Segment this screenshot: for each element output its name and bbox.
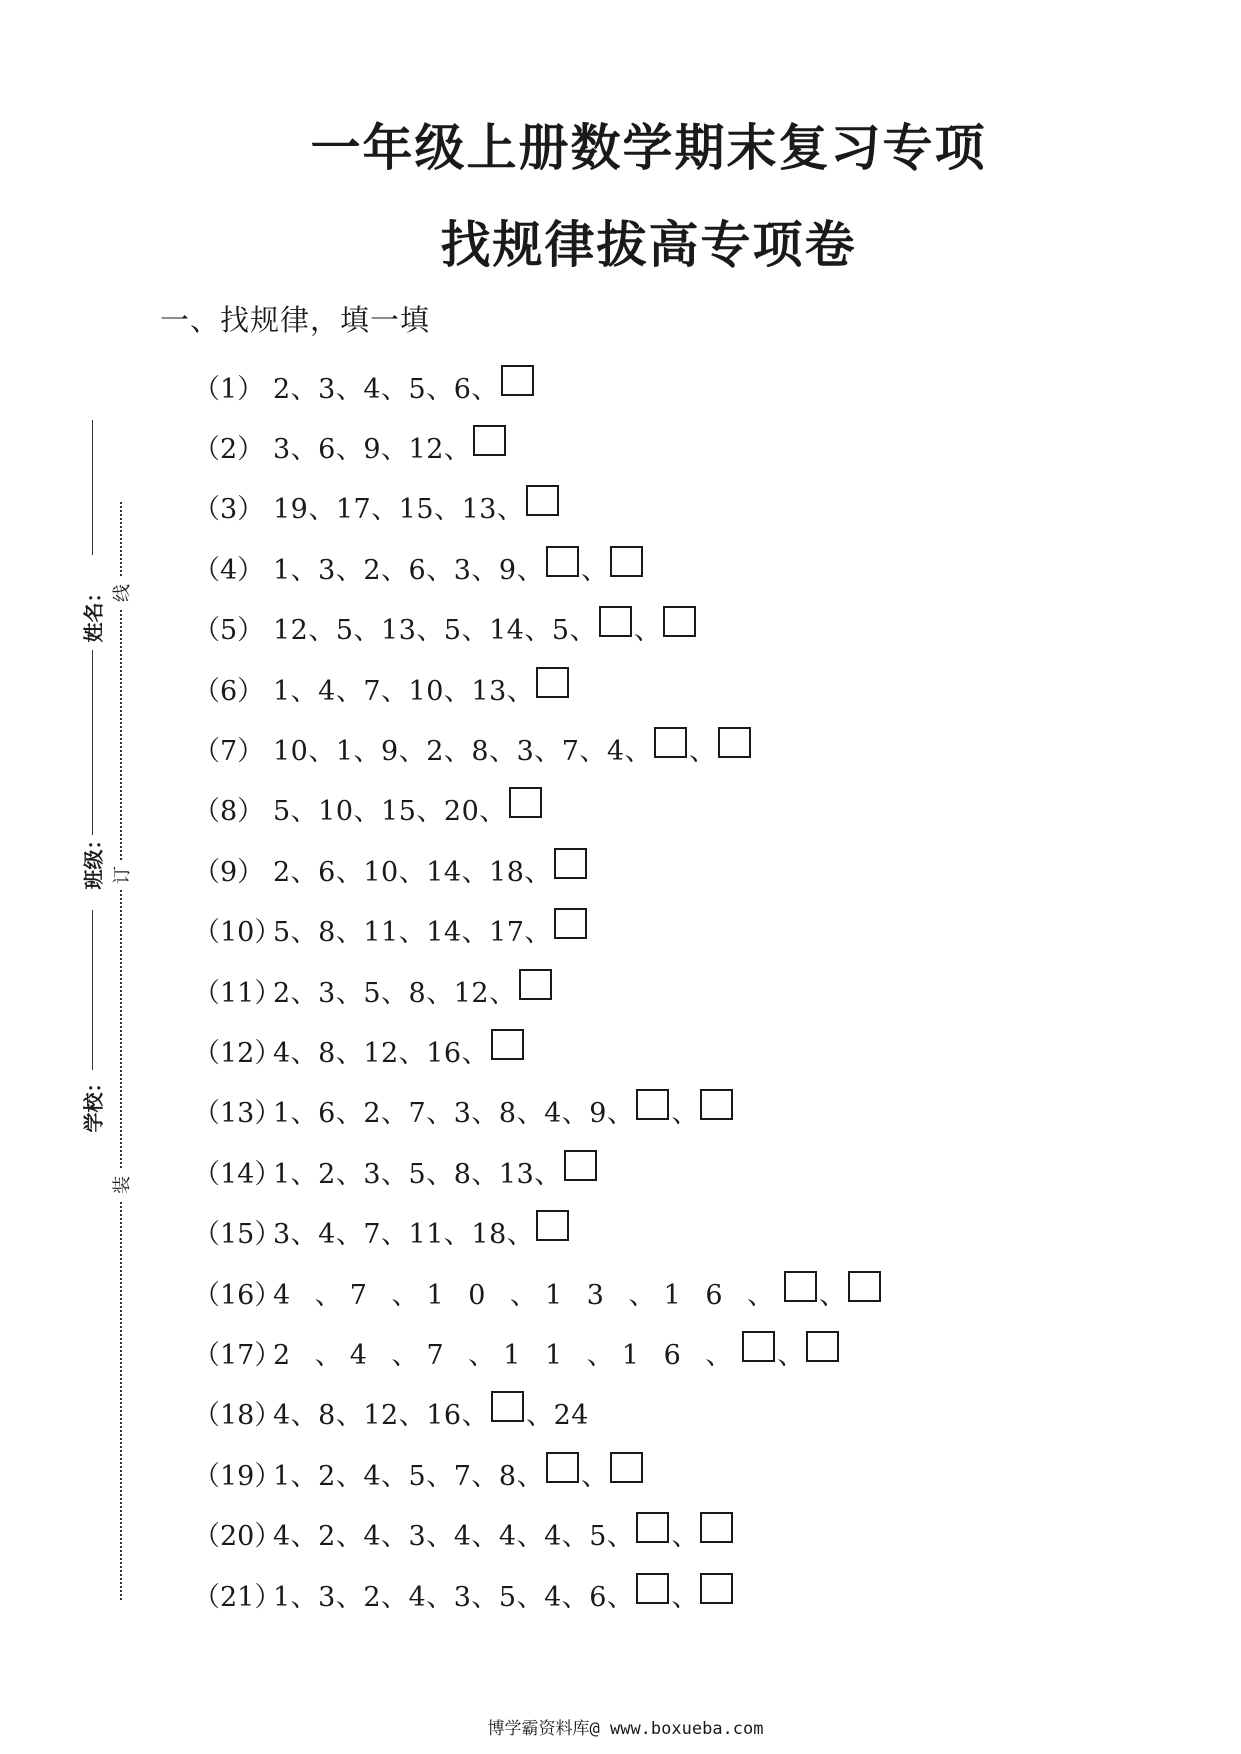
problem-sequence: 2、3、4、5、6、 bbox=[273, 373, 499, 405]
problem-number: （4） bbox=[193, 554, 265, 586]
problem-item bbox=[193, 1081, 883, 1141]
cut-line bbox=[120, 502, 122, 1600]
problem-sequence: 1、2、3、5、8、13、 bbox=[273, 1158, 562, 1190]
answer-blank-box[interactable] bbox=[784, 1271, 817, 1302]
problem-item bbox=[193, 356, 883, 416]
problem-number: （12） bbox=[193, 1037, 282, 1069]
problem-number: （17） bbox=[193, 1339, 282, 1371]
problem-item bbox=[193, 960, 883, 1020]
answer-blank-box[interactable] bbox=[536, 1210, 569, 1241]
answer-blank-box[interactable] bbox=[546, 546, 579, 577]
blank-separator: 、 bbox=[819, 1279, 847, 1311]
problem-item bbox=[193, 839, 883, 899]
problem-number: （10） bbox=[193, 917, 282, 949]
blank-separator: 、 bbox=[581, 554, 609, 586]
problem-item bbox=[193, 1322, 883, 1382]
blank-separator: 、 bbox=[671, 1581, 699, 1613]
problem-number: （1） bbox=[193, 373, 265, 405]
problem-sequence: 1、6、2、7、3、8、4、9、 bbox=[273, 1098, 635, 1130]
problem-item bbox=[193, 1262, 883, 1322]
answer-blank-box[interactable] bbox=[700, 1089, 733, 1120]
problem-number: （8） bbox=[193, 796, 265, 828]
problem-sequence: 19、17、15、13、 bbox=[273, 494, 525, 526]
name-underline bbox=[92, 420, 93, 555]
answer-blank-box[interactable] bbox=[599, 606, 632, 637]
mark-ding: 订 bbox=[108, 860, 134, 890]
answer-blank-box[interactable] bbox=[663, 606, 696, 637]
answer-blank-box[interactable] bbox=[636, 1089, 669, 1120]
answer-blank-box[interactable] bbox=[610, 1452, 643, 1483]
footer-watermark: 博学霸资料库@ www.boxueba.com bbox=[487, 1719, 764, 1739]
problem-number: （7） bbox=[193, 736, 265, 768]
problem-item bbox=[193, 1020, 883, 1080]
problem-sequence: 5、8、11、14、17、 bbox=[273, 917, 552, 949]
problem-sequence: 2 、4 、7 、1 1 、1 6 、 bbox=[273, 1339, 741, 1371]
problem-number: （15） bbox=[193, 1219, 282, 1251]
class-label: 班级： bbox=[81, 829, 106, 890]
problem-sequence: 4 、7 、1 0 、1 3 、1 6 、 bbox=[273, 1279, 783, 1311]
problem-number: （18） bbox=[193, 1400, 282, 1432]
answer-blank-box[interactable] bbox=[610, 546, 643, 577]
answer-blank-box[interactable] bbox=[526, 485, 559, 516]
problem-item bbox=[193, 1141, 883, 1201]
problem-item bbox=[193, 477, 883, 537]
problem-number: （13） bbox=[193, 1098, 282, 1130]
problem-item bbox=[193, 900, 883, 960]
problem-sequence: 10、1、9、2、8、3、7、4、 bbox=[273, 736, 653, 768]
binding-margin bbox=[60, 420, 133, 1600]
page-subtitle: 找规律拔高专项卷 bbox=[440, 215, 857, 274]
problem-number: （5） bbox=[193, 615, 265, 647]
answer-blank-box[interactable] bbox=[806, 1331, 839, 1362]
problem-number: （19） bbox=[193, 1460, 282, 1492]
answer-blank-box[interactable] bbox=[700, 1512, 733, 1543]
problem-item bbox=[193, 658, 883, 718]
mark-xian: 线 bbox=[108, 578, 134, 608]
problem-sequence: 1、2、4、5、7、8、 bbox=[273, 1460, 545, 1492]
problem-sequence: 5、10、15、20、 bbox=[273, 796, 507, 828]
page-title: 一年级上册数学期末复习专项 bbox=[310, 118, 987, 177]
problem-item bbox=[193, 779, 883, 839]
problem-number: （11） bbox=[193, 977, 282, 1009]
answer-blank-box[interactable] bbox=[742, 1331, 775, 1362]
problem-item bbox=[193, 1201, 883, 1261]
name-label: 姓名： bbox=[81, 582, 106, 643]
blank-separator: 、 bbox=[581, 1460, 609, 1492]
problem-item bbox=[193, 537, 883, 597]
problem-sequence: 1、3、2、6、3、9、 bbox=[273, 554, 545, 586]
answer-blank-box[interactable] bbox=[848, 1271, 881, 1302]
answer-blank-box[interactable] bbox=[491, 1029, 524, 1060]
problem-sequence: 2、6、10、14、18、 bbox=[273, 856, 552, 888]
blank-separator: 、 bbox=[689, 736, 717, 768]
school-label: 学校： bbox=[81, 1072, 106, 1133]
school-underline bbox=[92, 910, 93, 1070]
mark-zhuang: 装 bbox=[108, 1170, 134, 1200]
blank-separator: 、 bbox=[671, 1098, 699, 1130]
answer-blank-box[interactable] bbox=[509, 787, 542, 818]
answer-blank-box[interactable] bbox=[491, 1391, 524, 1422]
answer-blank-box[interactable] bbox=[636, 1573, 669, 1604]
problem-sequence: 3、6、9、12、 bbox=[273, 434, 472, 466]
problem-number: （14） bbox=[193, 1158, 282, 1190]
answer-blank-box[interactable] bbox=[473, 425, 506, 456]
problem-item bbox=[193, 718, 883, 778]
blank-separator: 、 bbox=[671, 1521, 699, 1553]
problem-item bbox=[193, 1443, 883, 1503]
problem-sequence: 4、2、4、3、4、4、4、5、 bbox=[273, 1521, 635, 1553]
answer-blank-box[interactable] bbox=[654, 727, 687, 758]
problem-item bbox=[193, 598, 883, 658]
answer-blank-box[interactable] bbox=[519, 969, 552, 1000]
answer-blank-box[interactable] bbox=[636, 1512, 669, 1543]
answer-blank-box[interactable] bbox=[718, 727, 751, 758]
problem-sequence: 4、8、12、16、 bbox=[273, 1400, 490, 1432]
class-underline bbox=[92, 650, 93, 835]
answer-blank-box[interactable] bbox=[564, 1150, 597, 1181]
problem-sequence: 1、3、2、4、3、5、4、6、 bbox=[273, 1581, 635, 1613]
problem-number: （6） bbox=[193, 675, 265, 707]
problem-sequence: 4、8、12、16、 bbox=[273, 1037, 490, 1069]
problem-sequence: 12、5、13、5、14、5、 bbox=[273, 615, 598, 647]
problem-number: （21） bbox=[193, 1581, 282, 1613]
problem-item bbox=[193, 1503, 883, 1563]
blank-separator: 、 bbox=[777, 1339, 805, 1371]
problem-sequence-tail: 、24 bbox=[526, 1400, 589, 1432]
problem-number: （9） bbox=[193, 856, 265, 888]
answer-blank-box[interactable] bbox=[501, 365, 534, 396]
answer-blank-box[interactable] bbox=[700, 1573, 733, 1604]
problem-item bbox=[193, 1383, 883, 1443]
answer-blank-box[interactable] bbox=[554, 908, 587, 939]
problem-item bbox=[193, 416, 883, 476]
answer-blank-box[interactable] bbox=[554, 848, 587, 879]
problem-number: （16） bbox=[193, 1279, 282, 1311]
problem-number: （2） bbox=[193, 434, 265, 466]
problem-sequence: 3、4、7、11、18、 bbox=[273, 1219, 535, 1251]
blank-separator: 、 bbox=[634, 615, 662, 647]
problem-number: （3） bbox=[193, 494, 265, 526]
answer-blank-box[interactable] bbox=[536, 667, 569, 698]
problem-sequence: 1、4、7、10、13、 bbox=[273, 675, 535, 707]
answer-blank-box[interactable] bbox=[546, 1452, 579, 1483]
problem-item bbox=[193, 1564, 883, 1624]
section-heading: 一、找规律，填一填 bbox=[160, 303, 431, 337]
problem-number: （20） bbox=[193, 1521, 282, 1553]
problem-list bbox=[193, 356, 883, 1624]
problem-sequence: 2、3、5、8、12、 bbox=[273, 977, 517, 1009]
